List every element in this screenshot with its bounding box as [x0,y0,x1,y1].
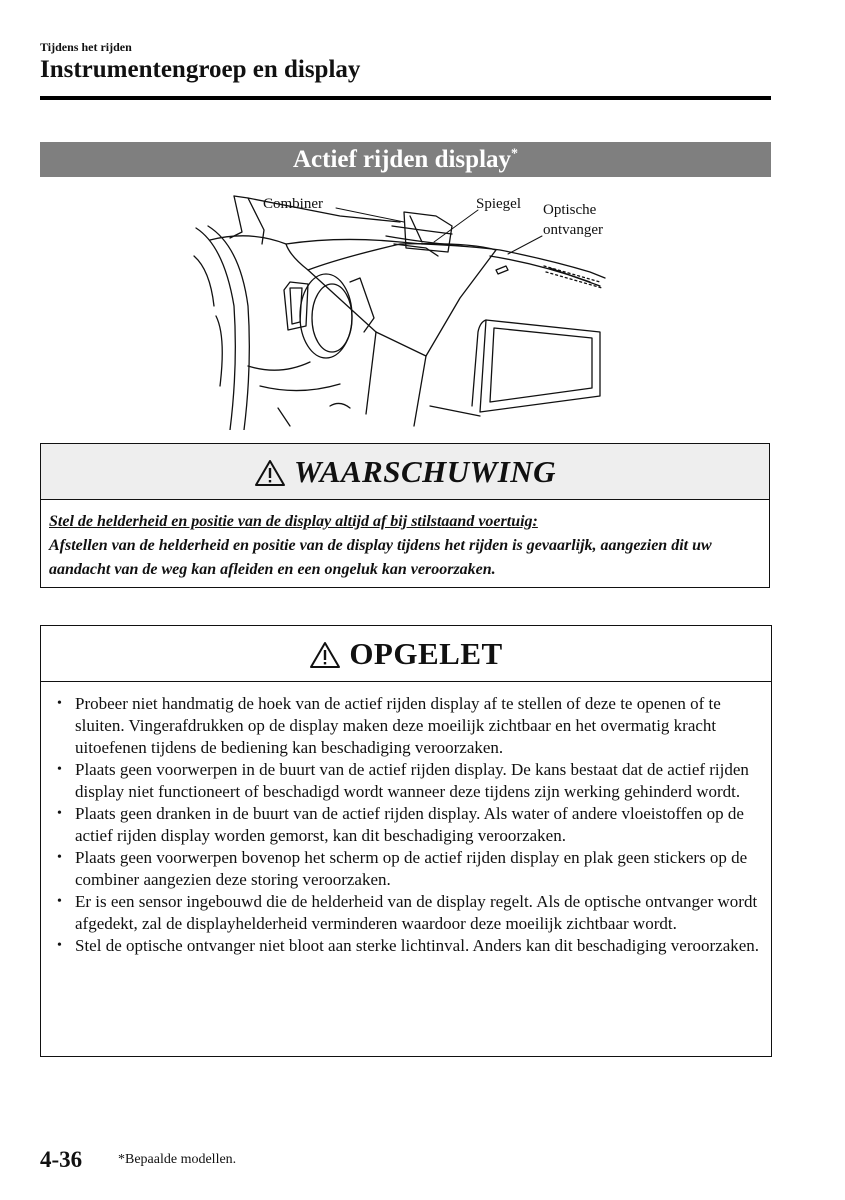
dashboard-illustration [190,186,620,430]
section-marker: * [511,146,519,162]
caution-item: • Plaats geen dranken in de buurt van de actief rijden display. Als water of andere vloeistoffen op de actief rijden display worden gemorst, kan dit beschadiging veroorzaken. [55,803,761,847]
warning-lead: Stel de helderheid en positie van de display altijd af bij stilstaand voertuig: [49,513,538,530]
warning-body [49,510,761,582]
section-title: Actief rijden display [292,146,512,173]
caution-list [55,693,761,957]
warning-triangle-icon [254,459,286,492]
warning-title: WAARSCHUWING [293,454,557,489]
page-title: Instrumentengroep en display [40,56,361,83]
breadcrumb: Tijdens het rijden [40,40,132,54]
caution-title: OPGELET [349,636,503,671]
caution-item: • Stel de optische ontvanger niet bloot aan sterke lichtinval. Anders kan dit beschadiging veroorzaken. [55,935,761,957]
callout-sensor-line2: ontvanger [543,222,603,238]
footnote: *Bepaalde modellen. [118,1152,237,1167]
callout-combiner: Combiner [263,196,323,212]
title-rule [40,96,771,100]
caution-item: • Er is een sensor ingebouwd die de helderheid van de display regelt. Als de optische ontvanger wordt afgedekt, zal de displayhelderheid verminderen waardoor deze moeilijk zichtbaar wordt. [55,891,761,935]
warning-text: Afstellen van de helderheid en positie van de display tijdens het rijden is gevaarlijk, aangezien dit uw aandacht van de weg kan afleiden en een ongeluk kan veroorzaken. [49,537,712,578]
callout-sensor-line1: Optische [543,202,597,218]
warning-box [40,443,770,588]
caution-item: • Probeer niet handmatig de hoek van de actief rijden display af te stellen of deze te openen of te sluiten. Vingerafdrukken op de display maken deze moeilijk zichtbaar en het overmatig kracht uitoefenen tijdens de bediening kan beschadiging veroorzaken. [55,693,761,759]
caution-header [41,626,771,682]
page-number: 4-36 [40,1147,83,1172]
warning-header [41,444,769,500]
warning-triangle-icon [309,641,341,674]
caution-item: • Plaats geen voorwerpen bovenop het scherm op de actief rijden display en plak geen stickers op de combiner aangezien deze storing veroorzaken. [55,847,761,891]
caution-item: • Plaats geen voorwerpen in de buurt van de actief rijden display. De kans bestaat dat de actief rijden display niet functioneert of beschadigd wordt wanneer deze tijdens zijn werking gehinderd wordt. [55,759,761,803]
section-banner [40,142,771,177]
caution-box [40,625,772,1057]
callout-mirror: Spiegel [476,196,521,212]
